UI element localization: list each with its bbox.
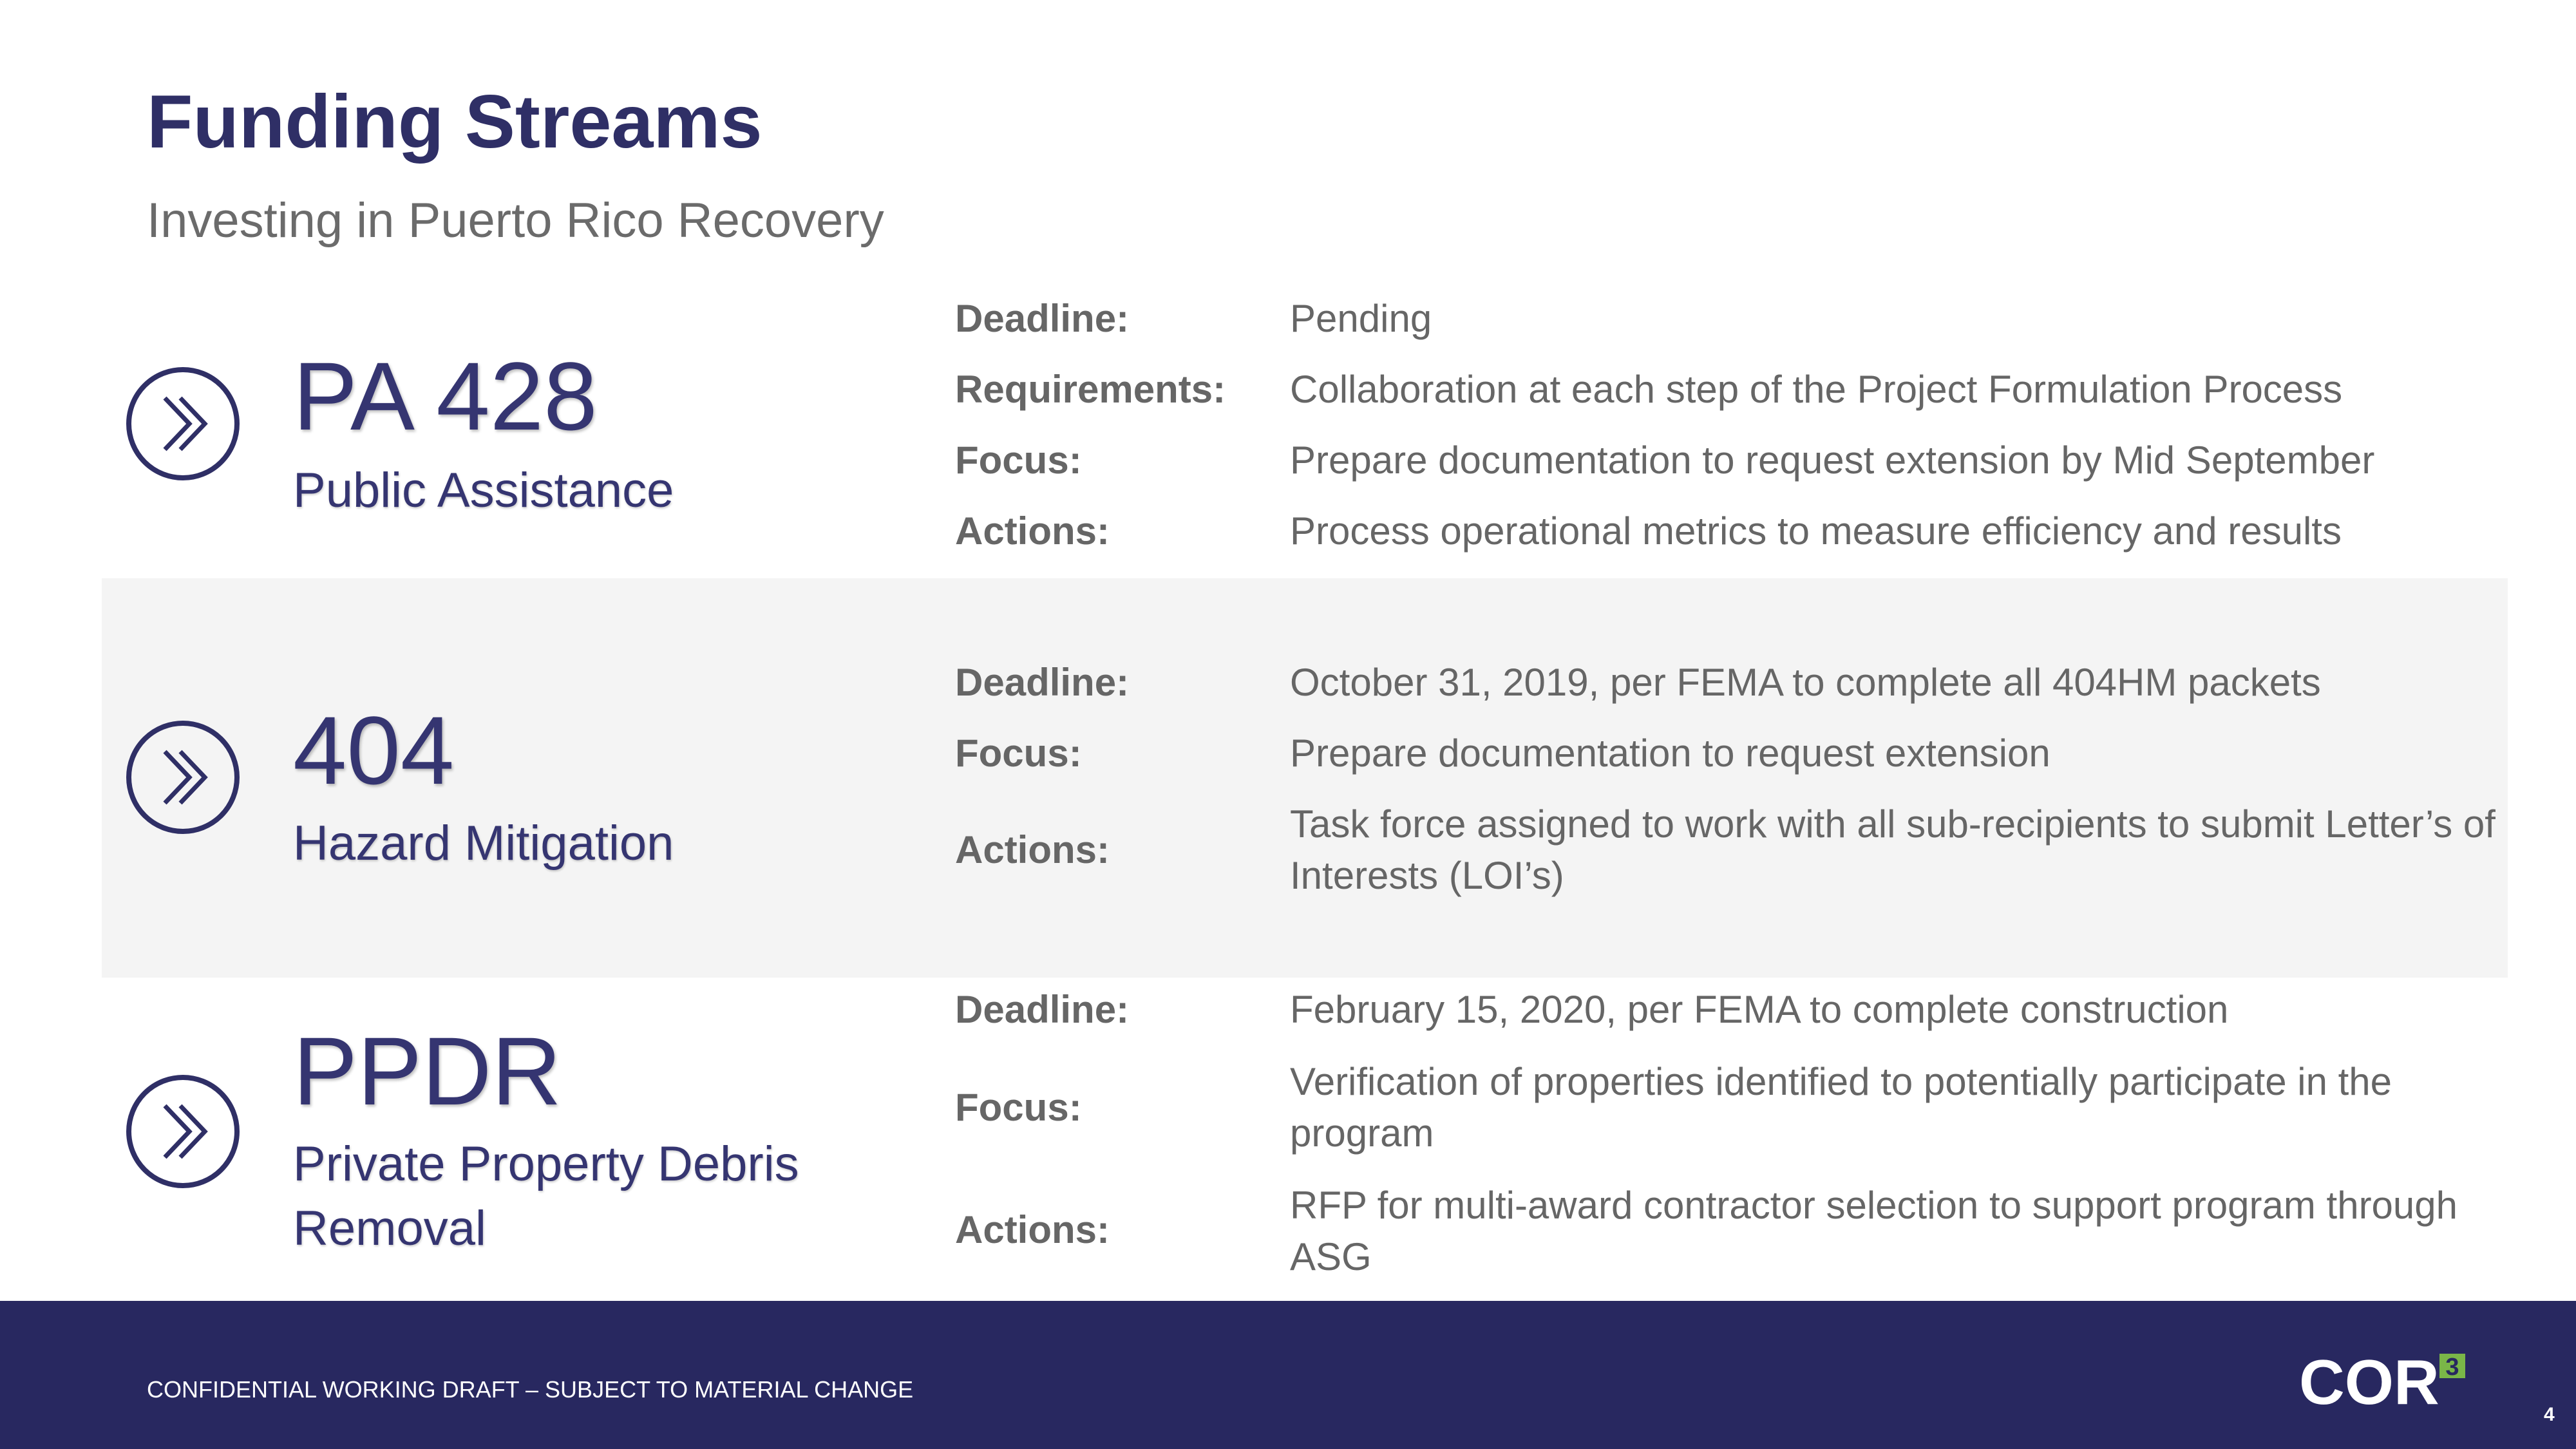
field-value: October 31, 2019, per FEMA to complete all 404HM packets	[1290, 661, 2321, 704]
stream-name: Public Assistance	[293, 463, 674, 518]
field-label: Actions:	[955, 828, 1110, 871]
stream-code: PPDR	[293, 1017, 562, 1125]
field-value: Pending	[1290, 297, 1432, 340]
field-value: Prepare documentation to request extension	[1290, 732, 2050, 775]
logo-superscript: 3	[2445, 1354, 2459, 1381]
stream-name: Hazard Mitigation	[293, 816, 674, 871]
field-value: Verification of properties identified to potentially participate in the program	[1290, 1060, 2392, 1155]
field-value: Prepare documentation to request extension by Mid September	[1290, 439, 2375, 482]
field-label: Deadline:	[955, 297, 1130, 340]
double-chevron-right-icon	[125, 719, 241, 835]
page-title: Funding Streams	[147, 79, 762, 164]
stream-code: 404	[293, 696, 455, 804]
cor3-logo	[2299, 1351, 2473, 1409]
field-label: Deadline:	[955, 988, 1130, 1031]
field-value: RFP for multi-award contractor selection to support program through ASG	[1290, 1184, 2458, 1278]
field-value: February 15, 2020, per FEMA to complete construction	[1290, 988, 2229, 1031]
field-label: Deadline:	[955, 661, 1130, 704]
field-value: Process operational metrics to measure efficiency and results	[1290, 509, 2342, 553]
stream-name: Private Property Debris Removal	[293, 1137, 799, 1256]
page-subtitle: Investing in Puerto Rico Recovery	[147, 193, 884, 248]
field-label: Focus:	[955, 1086, 1082, 1129]
field-value: Task force assigned to work with all sub-recipients to submit Letter’s of Interests (LOI’s)	[1290, 802, 2496, 897]
logo-text: COR	[2299, 1351, 2439, 1409]
field-label: Requirements:	[955, 368, 1226, 411]
footer-bar	[0, 1301, 2576, 1449]
page-number: 4	[2544, 1404, 2555, 1425]
double-chevron-right-icon	[125, 366, 241, 482]
field-label: Focus:	[955, 732, 1082, 775]
field-label: Actions:	[955, 1208, 1110, 1251]
field-label: Focus:	[955, 439, 1082, 482]
confidential-notice: CONFIDENTIAL WORKING DRAFT – SUBJECT TO MATERIAL CHANGE	[147, 1376, 914, 1403]
double-chevron-right-icon	[125, 1074, 241, 1189]
field-value: Collaboration at each step of the Project Formulation Process	[1290, 368, 2343, 411]
stream-code: PA 428	[293, 342, 598, 450]
field-label: Actions:	[955, 509, 1110, 553]
